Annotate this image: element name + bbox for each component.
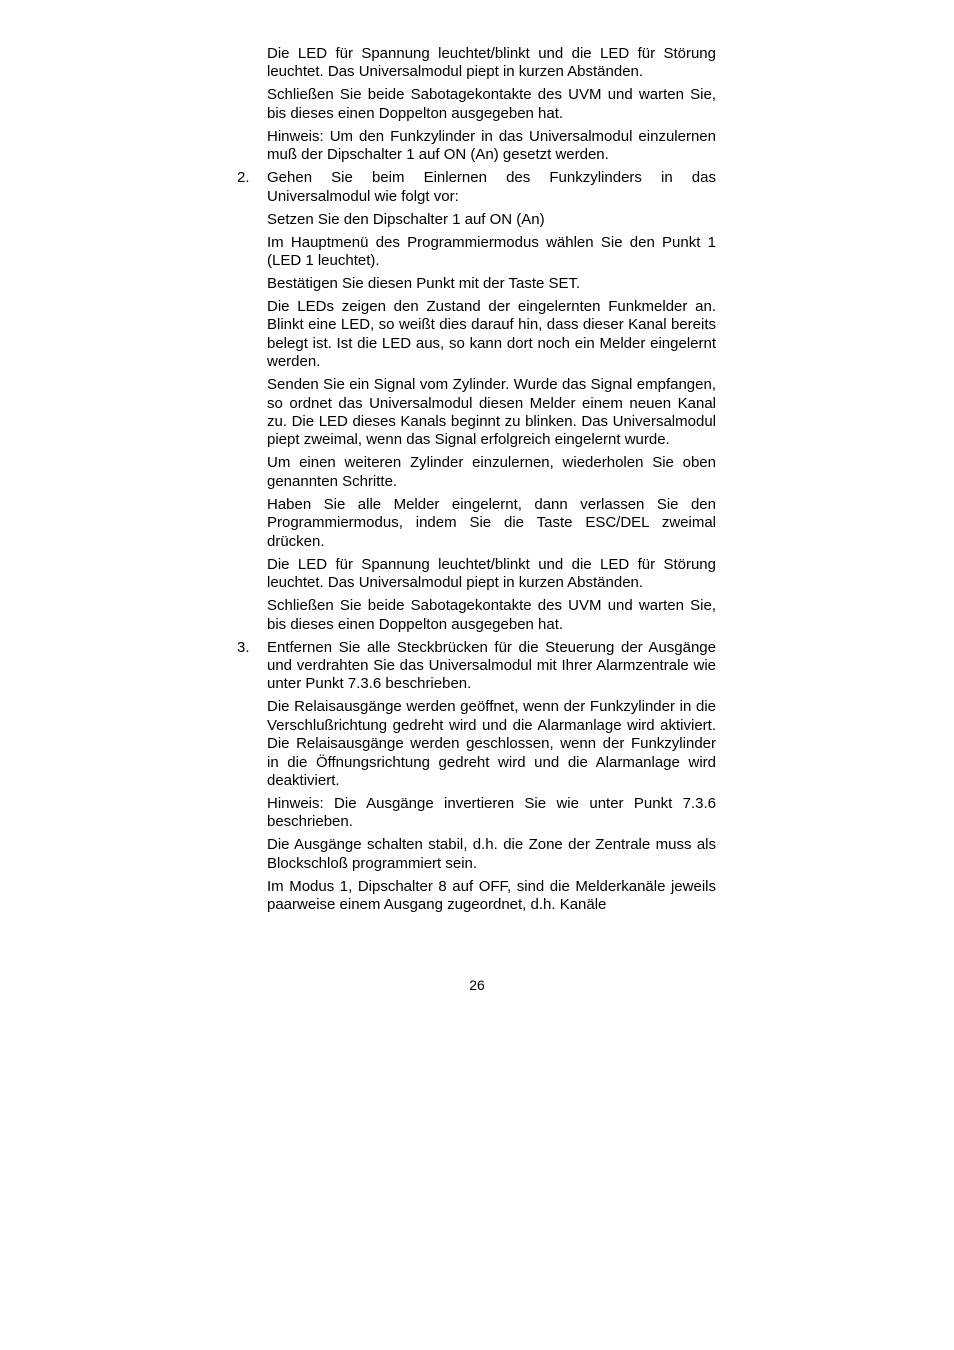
list-item-lead: Gehen Sie beim Einlernen des Funkzylinders in das Universalmodul wie folgt vor: — [267, 169, 716, 205]
list-item-2 — [237, 169, 716, 206]
relay-open-text: Die Relaisausgänge werden geöffnet, wenn der Funkzylinder in die Verschlußrichtung gedreht wird und die Alarmanlage wird aktiviert. — [267, 698, 716, 734]
step-paragraph: Bestätigen Sie diesen Punkt mit der Taste SET. — [267, 275, 581, 293]
step-paragraph: Im Modus 1, Dipschalter 8 auf OFF, sind die Melderkanäle jeweils paarweise einem Ausgang zugeordnet, d.h. Kanäle — [267, 877, 716, 914]
intro-paragraph: Hinweis: Um den Funkzylinder in das Universalmodul einzulernen muß der Dipschalter 1 auf ON (An) gesetzt werden. — [267, 127, 716, 164]
list-item-3 — [237, 638, 716, 694]
step-paragraph: Die Ausgänge schalten stabil, d.h. die Zone der Zentrale muss als Blockschloß programmiert sein. — [267, 836, 716, 872]
step-paragraph: Setzen Sie den Dipschalter 1 auf ON (An) — [267, 210, 545, 228]
list-item-lead: Entfernen Sie alle Steckbrücken für die Steuerung der Ausgänge und verdrahten Sie das Universalmodul mit Ihrer Alarmzentrale wie unter Punkt 7.3.6 beschrieben. — [267, 638, 716, 693]
step-paragraph: Haben Sie alle Melder eingelernt, dann verlassen Sie den Programmiermodus, indem Sie die Taste ESC/DEL zweimal drücken. — [267, 495, 716, 550]
step-paragraph: Senden Sie ein Signal vom Zylinder. Wurde das Signal empfangen, so ordnet das Universalmodul diesen Melder einem neuen Kanal zu. Die LED dieses Kanals beginnt zu blinken. Das Universalmodul piept zweimal, wenn das Signal erfolgreich eingelernt wurde. — [267, 376, 716, 449]
intro-paragraph: Die LED für Spannung leuchtet/blinkt und die LED für Störung leuchtet. Das Universalmodul piept in kurzen Abständen. — [267, 45, 716, 81]
relay-closed-text: Die Relaisausgänge werden geschlossen, wenn der Funkzylinder in die Öffnungsrichtung gedreht wird und die Alarmanlage wird deaktiviert. — [267, 735, 716, 789]
step-paragraph: Im Hauptmenü des Programmiermodus wählen Sie den Punkt 1 (LED 1 leuchtet). — [267, 233, 716, 270]
step-paragraph: Um einen weiteren Zylinder einzulernen, wiederholen Sie oben genannten Schritte. — [267, 454, 716, 490]
list-number: 2. — [237, 169, 250, 187]
step-paragraph: Schließen Sie beide Sabotagekontakte des UVM und warten Sie, bis dieses einen Doppelton ausgegeben hat. — [267, 597, 716, 633]
list-number: 3. — [237, 638, 250, 656]
relay-description — [267, 698, 716, 790]
step-paragraph: Die LEDs zeigen den Zustand der eingelernten Funkmelder an. Blinkt eine LED, so weißt dies darauf hin, dass dieser Kanal bereits belegt ist. Ist die LED aus, so kann dort noch ein Melder eingelernt werden. — [267, 298, 716, 371]
page-number: 26 — [469, 977, 485, 993]
page-body — [237, 45, 716, 919]
step-paragraph: Hinweis: Die Ausgänge invertieren Sie wie unter Punkt 7.3.6 beschrieben. — [267, 794, 716, 831]
intro-paragraph: Schließen Sie beide Sabotagekontakte des UVM und warten Sie, bis dieses einen Doppelton ausgegeben hat. — [267, 86, 716, 122]
step-paragraph: Die LED für Spannung leuchtet/blinkt und die LED für Störung leuchtet. Das Universalmodul piept in kurzen Abständen. — [267, 555, 716, 592]
